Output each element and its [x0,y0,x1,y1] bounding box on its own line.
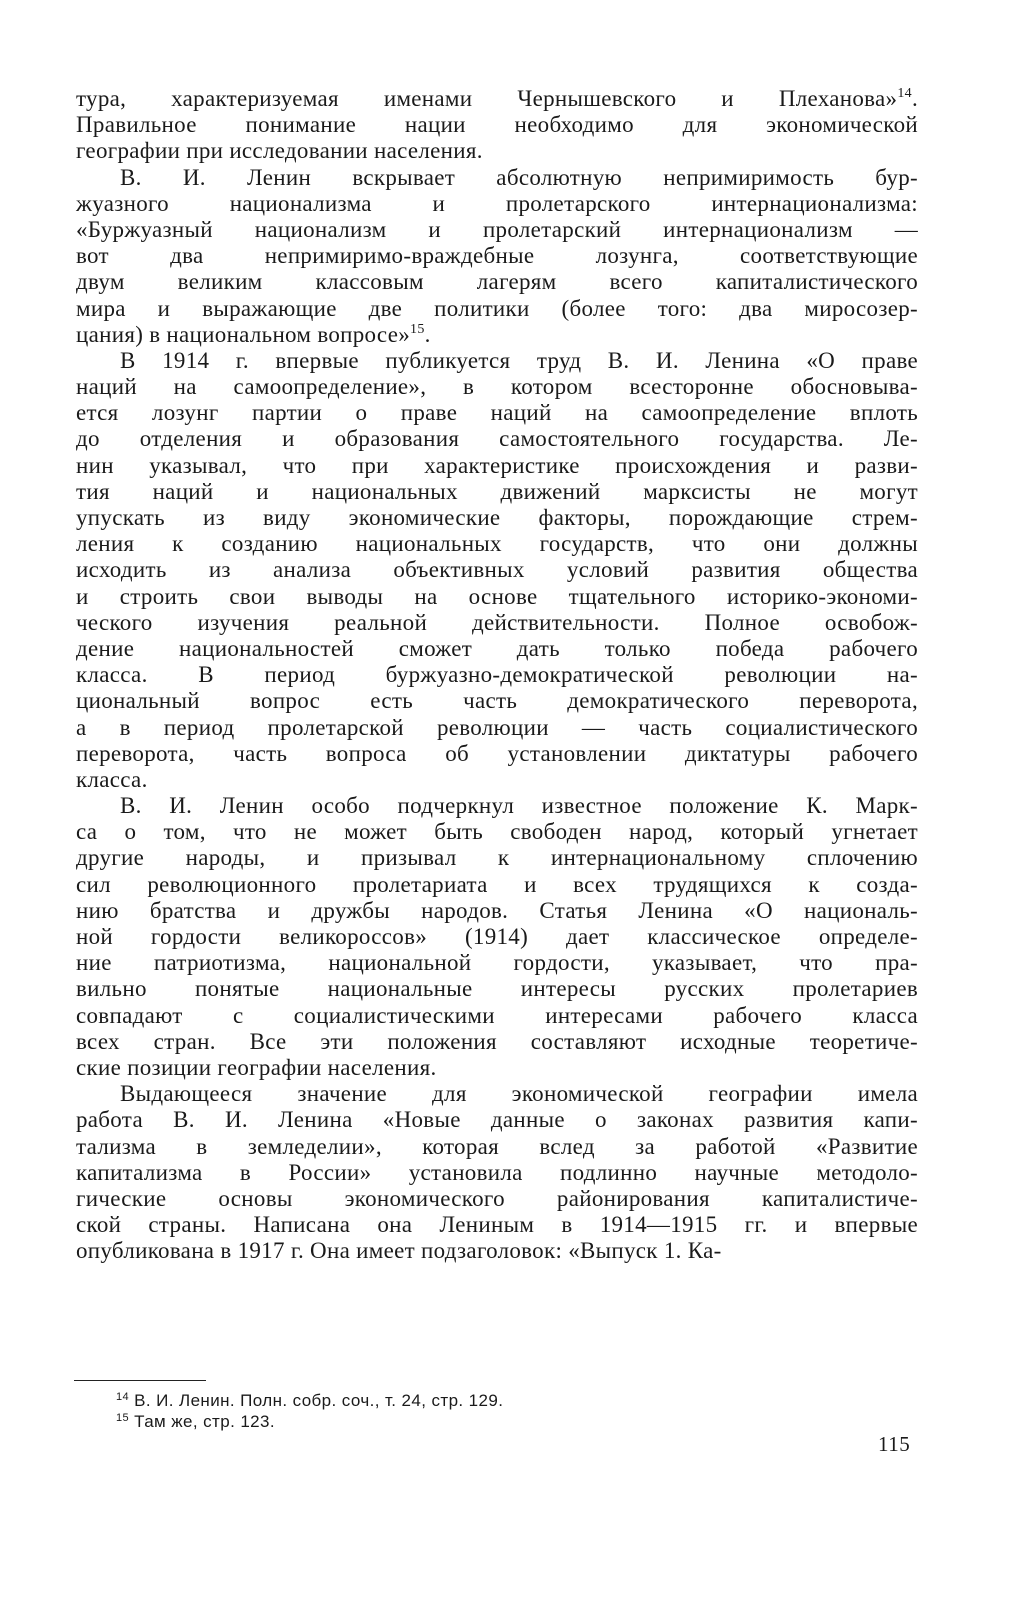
paragraph [76,1081,918,1264]
text-line [76,479,918,505]
paragraph [76,793,918,1081]
text-line [76,715,918,741]
line-text: гические основы экономического районирования капиталистиче- [76,1185,918,1211]
line-text: исходить из анализа объективных условий развития общества [76,557,918,583]
text-line [76,976,918,1002]
paragraph [76,86,918,165]
line-text: ской страны. Написана она Лениным в 1914—1915 гг. и впервые [76,1212,918,1238]
line-text: ческого изучения реальной действительности. Полное освобож- [76,609,918,635]
text-line [76,845,918,871]
text-line [76,138,918,164]
text-line [76,1186,918,1212]
text-line [76,1212,918,1238]
text-line [76,584,918,610]
text-line [76,636,918,662]
line-text: совпадают с социалистическими интересами рабочего класса [76,1002,918,1028]
line-text: циональный вопрос есть часть демократического переворота, [76,688,918,714]
text-line [76,86,918,112]
line-text: «Буржуазный национализм и пролетарский интернационализм — [76,216,918,242]
line-text: ние патриотизма, национальной гордости, указывает, что пра- [76,950,918,976]
text-line [76,322,918,348]
footnote-number: 15 [116,1412,130,1424]
text-line [76,767,918,793]
line-text: другие народы, и призывал к интернациональному сплочению [76,845,918,871]
line-text: ной гордости великороссов» (1914) дает классическое определе- [76,924,918,949]
line-text: всех стран. Все эти положения составляют исходные теоретиче- [76,1028,918,1054]
text-line [76,1081,918,1107]
text-line [76,1107,918,1133]
line-text: капитализма в России» установила подлинно научные методоло- [76,1159,918,1185]
text-line [76,453,918,479]
line-text: опубликована в 1917 г. Она имеет подзаголовок: «Выпуск 1. Ка- [76,1238,722,1264]
text-line [76,557,918,583]
line-text: а в период пролетарской революции — часть социалистического [76,714,918,740]
line-text: В 1914 г. впервые публикуется труд В. И. Ленина «О праве [120,347,918,373]
footnote-divider [74,1380,206,1381]
footnote [116,1411,876,1432]
line-text: до отделения и образования самостоятельного государства. Ле- [76,426,918,452]
line-text-tail: . [911,86,918,111]
text-line [76,426,918,452]
line-text: нию братства и дружбы народов. Статья Ленина «О националь- [76,897,918,923]
text-line [76,950,918,976]
text-line [76,741,918,767]
line-text: тура, характеризуемая именами Чернышевского и Плеханова» [76,86,898,111]
line-text: и строить свои выводы на основе тщательного историко-экономи- [76,583,918,609]
text-line [76,374,918,400]
text-line [76,1160,918,1186]
footnote-number: 14 [116,1391,130,1403]
line-text: наций на самоопределение», в котором всесторонне обосновыва- [76,374,918,400]
text-line [76,243,918,269]
footnote-reference: 15 [410,321,425,337]
text-line [76,662,918,688]
footnote-text: В. И. Ленин. Полн. собр. соч., т. 24, стр. 129. [129,1391,504,1410]
text-line [76,1238,918,1264]
line-text: вот два непримиримо-враждебные лозунга, соответствующие [76,243,918,269]
text-line [76,1029,918,1055]
text-line [76,1134,918,1160]
text-line [76,898,918,924]
line-text: класса. [76,766,148,792]
footnote-text: Там же, стр. 123. [129,1412,276,1431]
line-text: упускать из виду экономические факторы, порождающие стрем- [76,505,918,530]
text-line [76,924,918,950]
text-line [76,217,918,243]
line-text: двум великим классовым лагерям всего капиталистического [76,269,918,295]
line-text: нин указывал, что при характеристике происхождения и разви- [76,452,918,478]
line-text: работа В. И. Ленина «Новые данные о законах развития капи- [76,1107,918,1133]
text-line [76,1003,918,1029]
text-line [76,793,918,819]
footnotes [116,1390,876,1432]
line-text: цания) в национальном вопросе» [76,321,411,347]
text-line [76,165,918,191]
text-line [76,819,918,845]
line-text: са о том, что не может быть свободен народ, который угнетает [76,819,918,845]
page-number: 115 [878,1432,911,1456]
line-text: тия наций и национальных движений марксисты не могут [76,478,918,504]
line-text: ется лозунг партии о праве наций на самоопределение вплоть [76,400,918,426]
line-text: жуазного национализма и пролетарского интернационализма: [76,190,918,216]
line-text: сил революционного пролетариата и всех трудящихся к созда- [76,871,918,897]
line-text-tail: . [424,321,431,347]
text-line [76,1055,918,1081]
line-text: В. И. Ленин особо подчеркнул известное положение К. Марк- [120,793,918,819]
paragraph [76,348,918,793]
line-text: ские позиции географии населения. [76,1054,437,1080]
line-text: ления к созданию национальных государств, что они должны [76,531,918,557]
text-line [76,191,918,217]
line-text: мира и выражающие две политики (более того: два миросозер- [76,295,918,321]
line-text: переворота, часть вопроса об установлении диктатуры рабочего [76,740,918,766]
text-line [76,610,918,636]
text-line [76,505,918,531]
footnote [116,1390,876,1411]
line-text: Правильное понимание нации необходимо для экономической [76,112,918,138]
text-line [76,688,918,714]
line-text: Выдающееся значение для экономической географии имела [120,1081,918,1107]
text-line [76,872,918,898]
text-line [76,348,918,374]
text-line [76,531,918,557]
footnote-reference: 14 [897,86,912,101]
line-text: тализма в земледелии», которая вслед за работой «Развитие [76,1133,918,1159]
line-text: дение национальностей сможет дать только победа рабочего [76,635,918,661]
text-line [76,112,918,138]
paragraph [76,165,918,348]
line-text: класса. В период буржуазно-демократической революции на- [76,662,918,688]
text-line [76,400,918,426]
line-text: географии при исследовании населения. [76,138,483,164]
text-line [76,269,918,295]
text-line [76,296,918,322]
line-text: В. И. Ленин вскрывает абсолютную непримиримость бур- [120,164,918,190]
line-text: вильно понятые национальные интересы русских пролетариев [76,976,918,1002]
main-text [76,86,918,1264]
